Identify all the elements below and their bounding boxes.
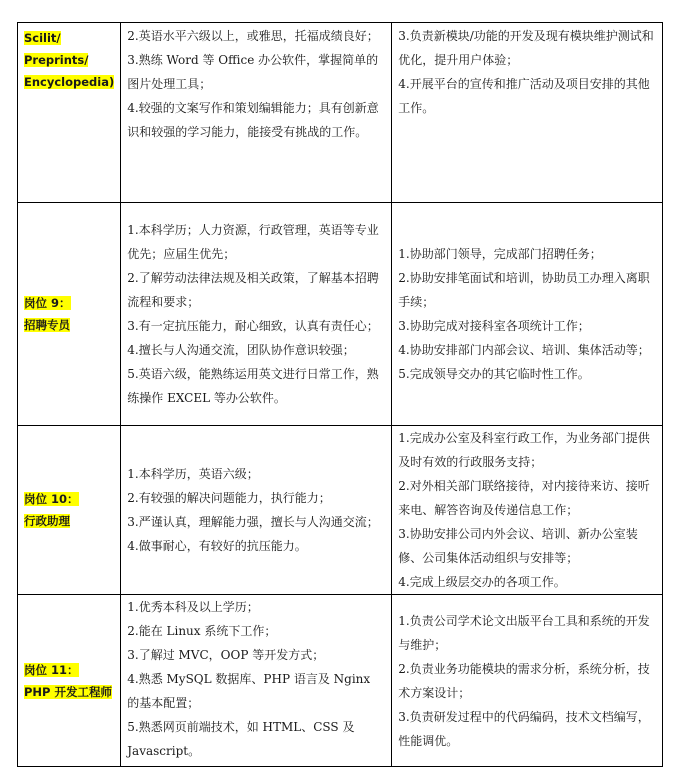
- job-row: [18, 595, 663, 767]
- requirement-item: 4.擅长与人沟通交流，团队协作意识较强；: [127, 343, 355, 357]
- requirement-item: 2.有较强的解决问题能力，执行能力；: [127, 491, 331, 505]
- requirement-item: 4.较强的文案写作和策划编辑能力；具有创新意识和较强的学习能力，能接受有挑战的工作。: [127, 101, 379, 139]
- requirements-cell: [121, 23, 392, 203]
- duty-item: 4.完成上级层交办的各项工作。: [398, 575, 566, 589]
- duty-item: 3.负责研发过程中的代码编码，技术文档编写，性能调优。: [398, 709, 650, 748]
- requirement-item: 3.严谨认真，理解能力强，擅长与人沟通交流；: [127, 515, 379, 529]
- post-cell: [18, 23, 121, 203]
- post-title: 行政助理: [24, 514, 70, 528]
- post-line: Scilit/: [24, 31, 61, 45]
- duties-cell: [392, 595, 663, 767]
- requirement-item: 5.熟悉网页前端技术，如 HTML、CSS 及 Javascript。: [127, 720, 355, 758]
- duties-cell: [392, 23, 663, 203]
- post-line: Preprints/: [24, 53, 89, 67]
- duty-item: 4.协助安排部门内部会议、培训、集体活动等；: [398, 343, 650, 357]
- requirement-item: 3.熟练 Word 等 Office 办公软件，掌握简单的图片处理工具；: [127, 53, 379, 91]
- requirement-item: 1.本科学历，英语六级；: [127, 467, 259, 481]
- job-row: [18, 203, 663, 426]
- post-title: PHP 开发工程师: [24, 684, 112, 699]
- requirement-item: 1.本科学历；人力资源，行政管理，英语等专业优先；应届生优先；: [127, 223, 379, 261]
- duty-item: 1.负责公司学术论文出版平台工具和系统的开发与维护；: [398, 613, 650, 652]
- requirement-item: 2.英语水平六级以上，或雅思，托福成绩良好；: [127, 29, 379, 43]
- post-cell: [18, 203, 121, 426]
- duty-item: 3.协助安排公司内外会议、培训、新办公室装修、公司集体活动组织与安排等；: [398, 527, 638, 565]
- duty-item: 3.协助完成对接科室各项统计工作；: [398, 319, 590, 333]
- duty-item: 1.协助部门领导，完成部门招聘任务；: [398, 247, 602, 261]
- requirement-item: 3.了解过 MVC，OOP 等开发方式；: [127, 648, 325, 662]
- requirements-cell: [121, 203, 392, 426]
- post-number: 岗位 9：: [24, 296, 71, 310]
- requirement-item: 1.优秀本科及以上学历；: [127, 600, 259, 614]
- duty-item: 2.负责业务功能模块的需求分析，系统分析，技术方案设计；: [398, 661, 650, 700]
- duty-item: 2.协助安排笔面试和培训，协助员工办理入离职手续；: [398, 271, 650, 309]
- post-number: 岗位 11：: [24, 662, 79, 677]
- requirement-item: 5.英语六级，能熟练运用英文进行日常工作，熟练操作 EXCEL 等办公软件。: [127, 367, 379, 405]
- requirement-item: 2.能在 Linux 系统下工作；: [127, 624, 277, 638]
- duty-item: 3.负责新模块/功能的开发及现有模块维护测试和优化，提升用户体验；: [398, 29, 654, 67]
- duties-cell: [392, 203, 663, 426]
- requirements-cell: [121, 595, 392, 767]
- job-row: [18, 426, 663, 595]
- requirements-cell: [121, 426, 392, 595]
- duty-item: 4.开展平台的宣传和推广活动及项目安排的其他工作。: [398, 77, 650, 115]
- job-row: [18, 23, 663, 203]
- post-number: 岗位 10：: [24, 492, 79, 506]
- duty-item: 5.完成领导交办的其它临时性工作。: [398, 367, 590, 381]
- requirement-item: 4.做事耐心，有较好的抗压能力。: [127, 539, 307, 553]
- duty-item: 1.完成办公室及科室行政工作，为业务部门提供及时有效的行政服务支持；: [398, 431, 650, 469]
- post-cell: [18, 426, 121, 595]
- job-table: [17, 22, 663, 767]
- requirement-item: 3.有一定抗压能力，耐心细致，认真有责任心；: [127, 319, 379, 333]
- requirement-item: 4.熟悉 MySQL 数据库、PHP 语言及 Nginx 的基本配置；: [127, 672, 371, 710]
- duty-item: 2.对外相关部门联络接待，对内接待来访、接听来电、解答咨询及传递信息工作；: [398, 479, 650, 517]
- post-title: 招聘专员: [24, 318, 70, 332]
- post-line: Encyclopedia): [24, 75, 115, 89]
- requirement-item: 2.了解劳动法律法规及相关政策，了解基本招聘流程和要求；: [127, 271, 379, 309]
- post-cell: [18, 595, 121, 767]
- duties-cell: [392, 426, 663, 595]
